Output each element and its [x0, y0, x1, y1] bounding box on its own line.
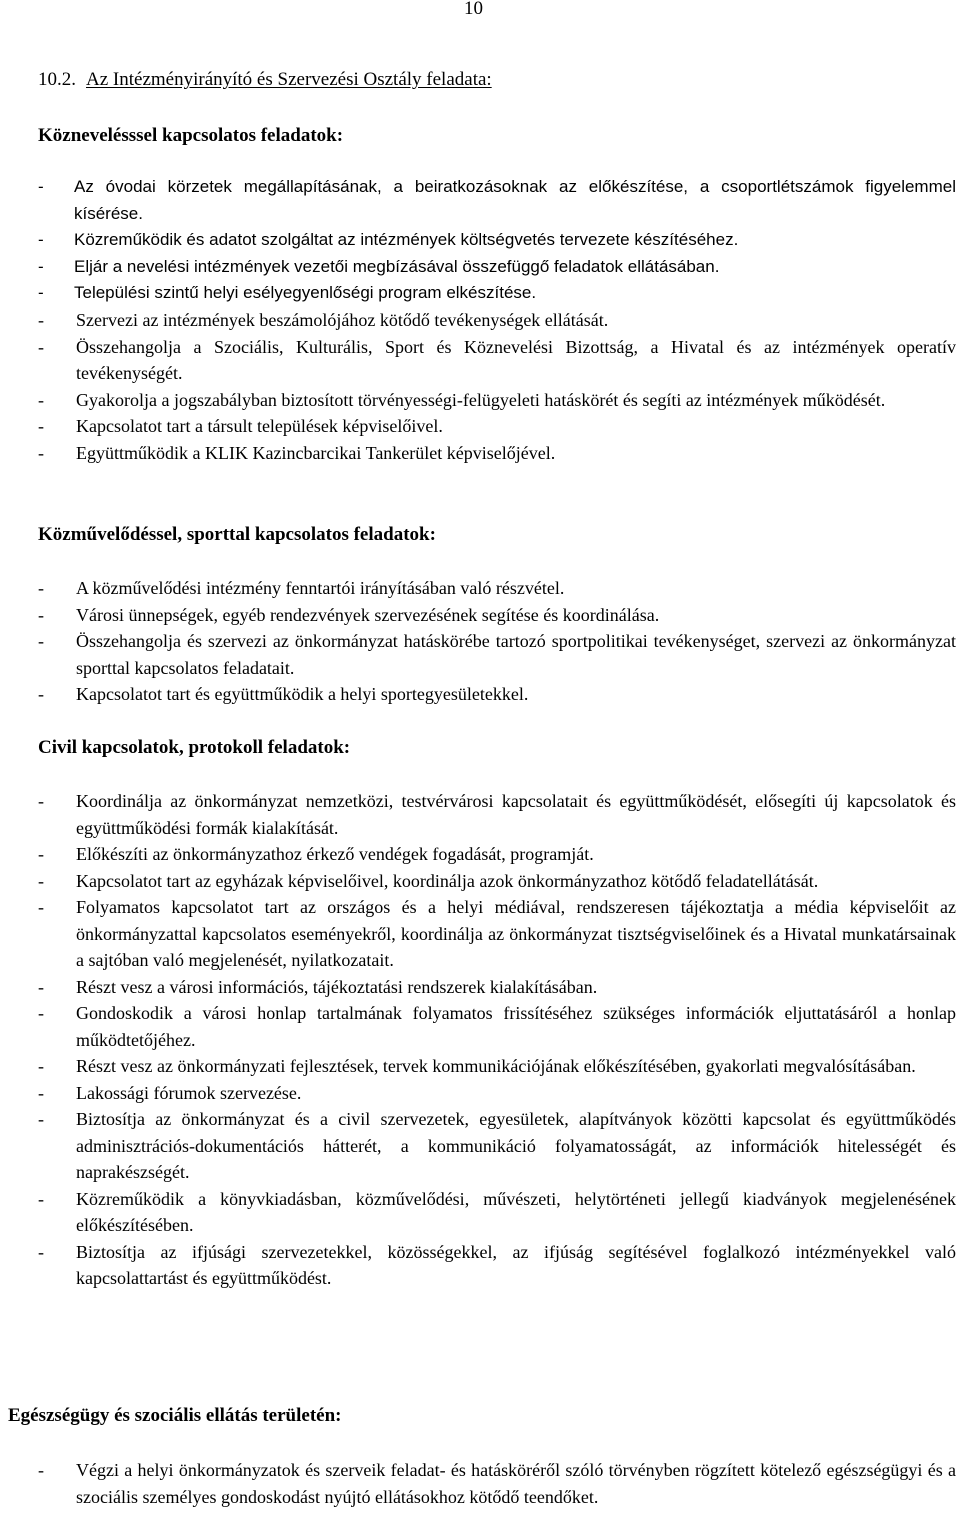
section-number: 10.2. [38, 69, 76, 90]
list-item: - Közreműködik és adatot szolgáltat az intézmények költségvetés tervezete készítéséhez. [38, 227, 956, 254]
section-heading [38, 67, 492, 93]
kozneveles-list-serif [38, 307, 956, 466]
list-item: - Városi ünnepségek, egyéb rendezvények szervezésének segítése és koordinálása. [38, 602, 956, 629]
kozneveles-heading: Köznevelésssel kapcsolatos feladatok: [38, 125, 344, 146]
list-item: - Kapcsolatot tart a társult települések képviselőivel. [38, 413, 956, 440]
list-item: - Biztosítja az önkormányzat és a civil szervezetek, egyesületek, alapítványok közötti kapcsolat és együttműködés adminisztrációs-dokumentációs hátterét, a kommunikáció folyamatosságát, az információk hitelességét és naprakészségét. [38, 1106, 956, 1186]
list-item: - Részt vesz az önkormányzati fejlesztések, tervek kommunikációjának előkészítésében, gyakorlati megvalósításában. [38, 1053, 956, 1080]
list-item: - Kapcsolatot tart és együttműködik a helyi sportegyesületekkel. [38, 681, 956, 708]
list-item: - Biztosítja az ifjúsági szervezetekkel, közösségekkel, az ifjúság segítésével foglalkozó intézményekkel való kapcsolattartást és együttműködést. [38, 1239, 956, 1292]
list-item: - Lakossági fórumok szervezése. [38, 1080, 956, 1107]
egeszsegugy-heading: Egészségügy és szociális ellátás területén: [8, 1405, 342, 1426]
kozmuvelodes-list [38, 575, 956, 708]
page-number: 10 [464, 0, 483, 19]
list-item: - Együttműködik a KLIK Kazincbarcikai Tankerület képviselőjével. [38, 440, 956, 467]
list-item: - Az óvodai körzetek megállapításának, a beiratkozásoknak az előkészítése, a csoportlétszámok figyelemmel kísérése. [38, 174, 956, 227]
list-item: - Összehangolja a Szociális, Kulturális, Sport és Köznevelési Bizottság, a Hivatal és az intézmények operatív tevékenységét. [38, 334, 956, 387]
list-item: - Részt vesz a városi információs, tájékoztatási rendszerek kialakításában. [38, 974, 956, 1001]
kozmuvelodes-heading: Közművelődéssel, sporttal kapcsolatos feladatok: [38, 524, 436, 545]
list-item: - Gondoskodik a városi honlap tartalmának folyamatos frissítéséhez szükséges információk eljuttatásáról a honlap működtetőjéhez. [38, 1000, 956, 1053]
list-item: - Eljár a nevelési intézmények vezetői megbízásával összefüggő feladatok ellátásában. [38, 254, 956, 281]
section-title: Az Intézményirányító és Szervezési Osztály feladata: [86, 69, 492, 90]
list-item: - A közművelődési intézmény fenntartói irányításában való részvétel. [38, 575, 956, 602]
list-item: - Kapcsolatot tart az egyházak képviselőivel, koordinálja azok önkormányzathoz kötődő feladatellátását. [38, 868, 956, 895]
civil-list [38, 788, 956, 1292]
list-item: - Végzi a helyi önkormányzatok és szerveik feladat- és hatásköréről szóló törvényben rögzített kötelező egészségügyi és a szociális személyes gondoskodást nyújtó ellátásokhoz kötődő teendőket. [38, 1457, 956, 1510]
list-item: - Közreműködik a könyvkiadásban, közművelődési, művészeti, helytörténeti jellegű kiadványok megjelenésének előkészítésében. [38, 1186, 956, 1239]
list-item: - Gyakorolja a jogszabályban biztosított törvényességi-felügyeleti hatáskörét és segíti az intézmények működését. [38, 387, 956, 414]
egeszsegugy-list [38, 1457, 956, 1510]
kozneveles-list-sans [38, 174, 956, 307]
civil-heading: Civil kapcsolatok, protokoll feladatok: [38, 737, 351, 758]
list-item: - Koordinálja az önkormányzat nemzetközi, testvérvárosi kapcsolatait és együttműködését, elősegíti új kapcsolatok és együttműködési formák kialakítását. [38, 788, 956, 841]
list-item: - Települési szintű helyi esélyegyenlőségi program elkészítése. [38, 280, 956, 307]
list-item: - Folyamatos kapcsolatot tart az országos és a helyi médiával, rendszeresen tájékoztatja a média képviselőit az önkormányzattal kapcsolatos eseményekről, koordinálja az önkormányzat tisztségviselőinek és a Hivatal munkatársainak a sajtóban való megjelenését, nyilatkozatait. [38, 894, 956, 974]
list-item: - Szervezi az intézmények beszámolójához kötődő tevékenységek ellátását. [38, 307, 956, 334]
list-item: - Előkészíti az önkormányzathoz érkező vendégek fogadását, programját. [38, 841, 956, 868]
list-item: - Összehangolja és szervezi az önkormányzat hatáskörébe tartozó sportpolitikai tevékenységet, szervezi az önkormányzat sporttal kapcsolatos feladatait. [38, 628, 956, 681]
